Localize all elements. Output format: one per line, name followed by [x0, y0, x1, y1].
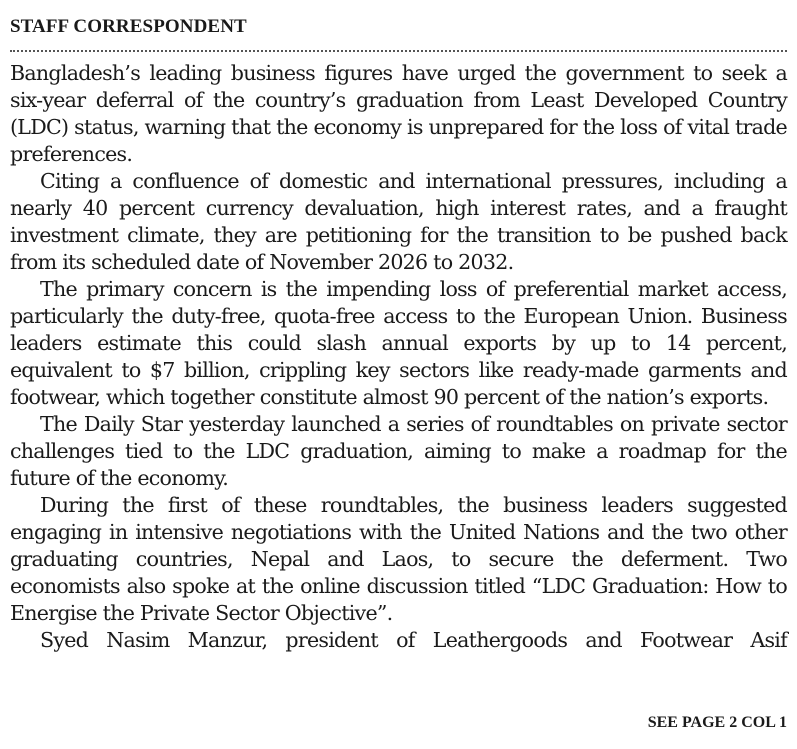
- dotted-divider: [10, 50, 787, 52]
- article-body: [10, 60, 787, 654]
- paragraph-4: The Daily Star yesterday launched a series of roundtables on private sector challenges tied to the LDC graduation, aiming to make a roadmap for the future of the economy.: [10, 412, 787, 490]
- byline: STAFF CORRESPONDENT: [10, 16, 247, 37]
- paragraph-2: Citing a confluence of domestic and international pressures, including a nearly 40 percent currency devaluation, high interest rates, and a fraught investment climate, they are petitioning for the transition to be pushed back from its scheduled date of November 2026 to 2032.: [10, 169, 787, 274]
- paragraph-1: Bangladesh’s leading business figures have urged the government to seek a six-year deferral of the country’s graduation from Least Developed Country (LDC) status, warning that the economy is unprepared for the loss of vital trade preferences.: [10, 61, 787, 166]
- paragraph-5: During the first of these roundtables, the business leaders suggested engaging in intensive negotiations with the United Nations and the two other graduating countries, Nepal and Laos, to secure the deferment. Two economists also spoke at the online discussion titled “LDC Graduation: How to Energise the Private Sector Objective”.: [10, 493, 787, 625]
- paragraph-3: The primary concern is the impending loss of preferential market access, particularly the duty-free, quota-free access to the European Union. Business leaders estimate this could slash annual exports by up to 14 percent, equivalent to $7 billion, crippling key sectors like ready-made garments and footwear, which together constitute almost 90 percent of the nation’s exports.: [10, 277, 787, 409]
- news-article: [10, 14, 787, 654]
- paragraph-6: Syed Nasim Manzur, president of Leathergoods and Footwear Asif: [40, 628, 787, 652]
- continuation-jump-line: SEE PAGE 2 COL 1: [647, 714, 787, 731]
